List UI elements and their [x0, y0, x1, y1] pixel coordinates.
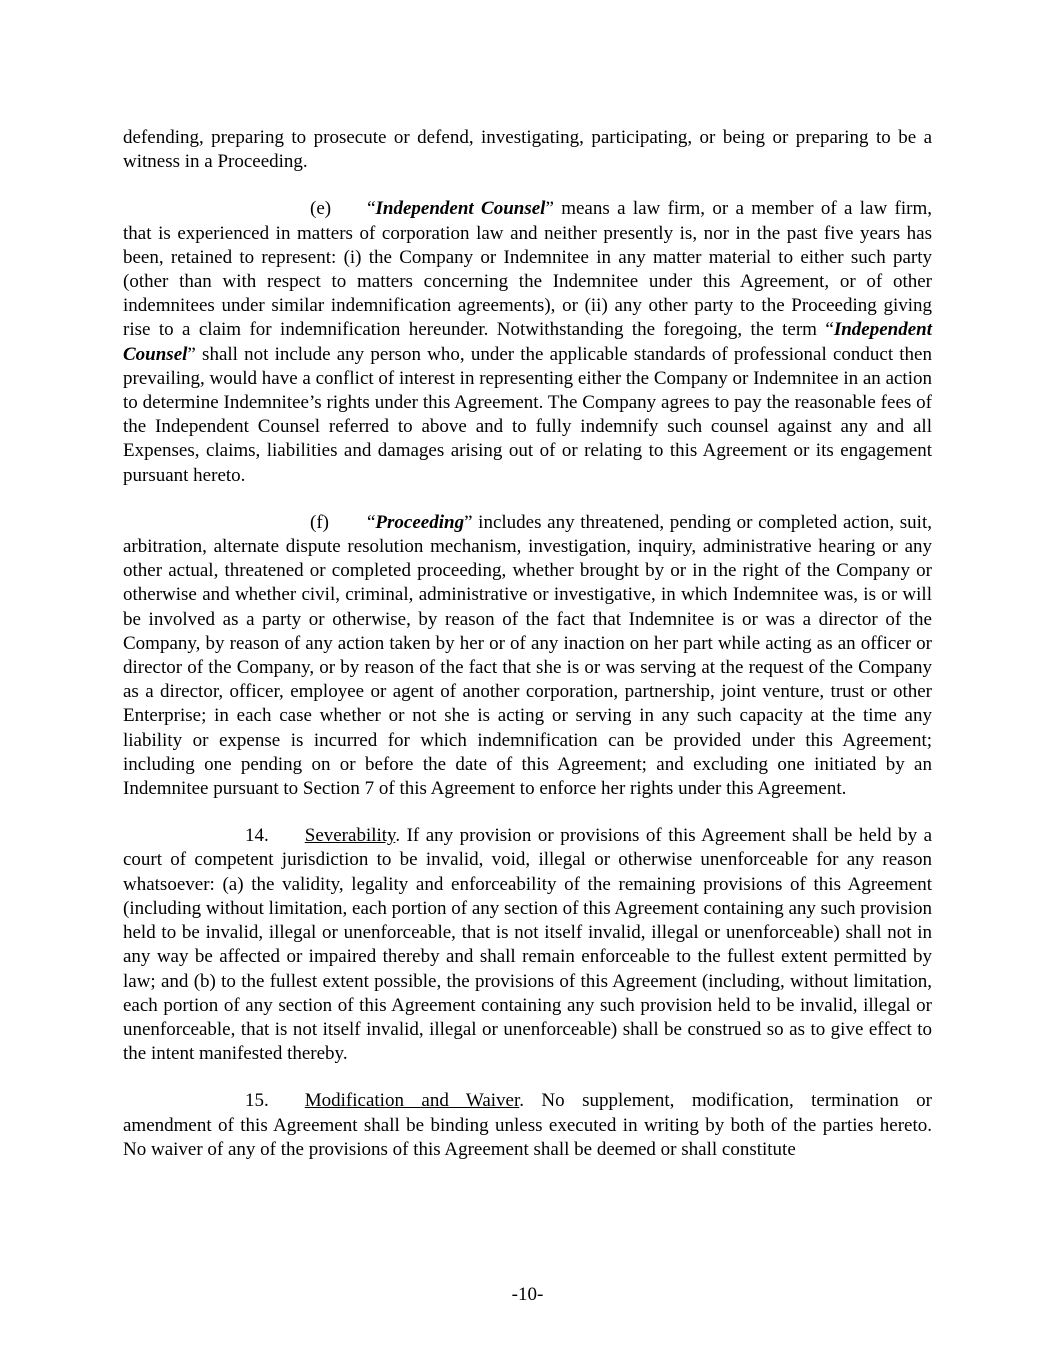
text-run: (f): [310, 511, 329, 533]
text-run: 15.: [245, 1090, 269, 1112]
defined-term: Independent Counsel: [123, 319, 932, 365]
paragraph-continuation: [123, 126, 932, 174]
paragraph-section-14-severability: [123, 824, 932, 1066]
tab-space: [331, 213, 367, 214]
tab-space: [269, 1105, 305, 1106]
text-run: defending, preparing to prosecute or defend, investigating, participating, or being or preparing to be a witness in a Proceeding.: [123, 127, 932, 173]
defined-term: Independent Counsel: [375, 198, 546, 220]
text-run: ” means a law firm, or a member of a law firm, that is experienced in matters of corporation law and neither presently is, nor in the past five years has been, retained to represent: (i) the Company or Indemnitee in any matter material to either such party (other than with respect to matters concerning the Indemnitee under this Agreement, or of other indemnitees under similar indemnification agreements), or (ii) any other party to the Proceeding giving rise to a claim for indemnification hereunder. Notwithstanding the foregoing, the term “: [123, 198, 933, 341]
text-run: ” shall not include any person who, under the applicable standards of professional conduct then prevailing, would have a conflict of interest in representing either the Company or Indemnitee in an action to determine Indemnitee’s rights under this Agreement. The Company agrees to pay the reasonable fees of the Independent Counsel referred to above and to fully indemnify such counsel against any and all Expenses, claims, liabilities and damages arising out of or relating to this Agreement or its engagement pursuant hereto.: [123, 343, 932, 486]
section-heading: Severability: [304, 825, 396, 847]
text-run: “: [366, 511, 376, 533]
text-run: (e): [310, 198, 332, 220]
page-number: -10-: [511, 1283, 544, 1305]
paragraph-section-15-modification-and-waiver: [123, 1089, 932, 1162]
tab-space: [329, 527, 367, 528]
section-heading: Modification and Waiver: [304, 1090, 520, 1112]
text-run: . If any provision or provisions of this Agreement shall be held by a court of competent jurisdiction to be invalid, void, illegal or otherwise unenforceable for any reason whatsoever: (a) the validity, legality and enforceability of the remaining provisions of this Agreement (including without limitation, each portion of any section of this Agreement containing any such provision held to be invalid, illegal or unenforceable, that is not itself invalid, illegal or unenforceable) shall not in any way be affected or impaired thereby and shall remain enforceable to the fullest extent permitted by law; and (b) to the fullest extent possible, the provisions of this Agreement (including, without limitation, each portion of any section of this Agreement containing any such provision held to be invalid, illegal or unenforceable, that is not itself invalid, illegal or unenforceable) shall be construed so as to give effect to the intent manifested thereby.: [123, 825, 932, 1065]
text-run: 14.: [245, 825, 269, 847]
text-run: ” includes any threatened, pending or completed action, suit, arbitration, alternate dispute resolution mechanism, investigation, inquiry, administrative hearing or any other actual, threatened or completed proceeding, whether brought by or in the right of the Company or otherwise and whether civil, criminal, administrative or investigative, in which Indemnitee was, is or will be involved as a party or otherwise, by reason of the fact that Indemnitee is or was a director of the Company, by reason of any action taken by her or of any inaction on her part while acting as an officer or director of the Company, or by reason of the fact that she is or was serving at the request of the Company as a director, officer, employee or agent of another corporation, partnership, joint venture, trust or other Enterprise; in each case whether or not she is acting or serving in any such capacity at the time any liability or expense is incurred for which indemnification can be provided under this Agreement; including one pending on or before the date of this Agreement; and excluding one initiated by an Indemnitee pursuant to Section 7 of this Agreement to enforce her rights under this Agreement.: [123, 511, 932, 800]
text-run: . No supplement, modification, termination or amendment of this Agreement shall be binding unless executed in writing by both of the parties hereto. No waiver of any of the provisions of this Agreement shall be deemed or shall constitute: [123, 1090, 932, 1160]
document-body: [123, 126, 932, 1185]
text-run: “: [367, 198, 376, 220]
tab-space: [269, 840, 305, 841]
paragraph-definition-e-independent-counsel: [123, 197, 932, 487]
paragraph-definition-f-proceeding: [123, 511, 932, 801]
defined-term: Proceeding: [375, 511, 465, 533]
